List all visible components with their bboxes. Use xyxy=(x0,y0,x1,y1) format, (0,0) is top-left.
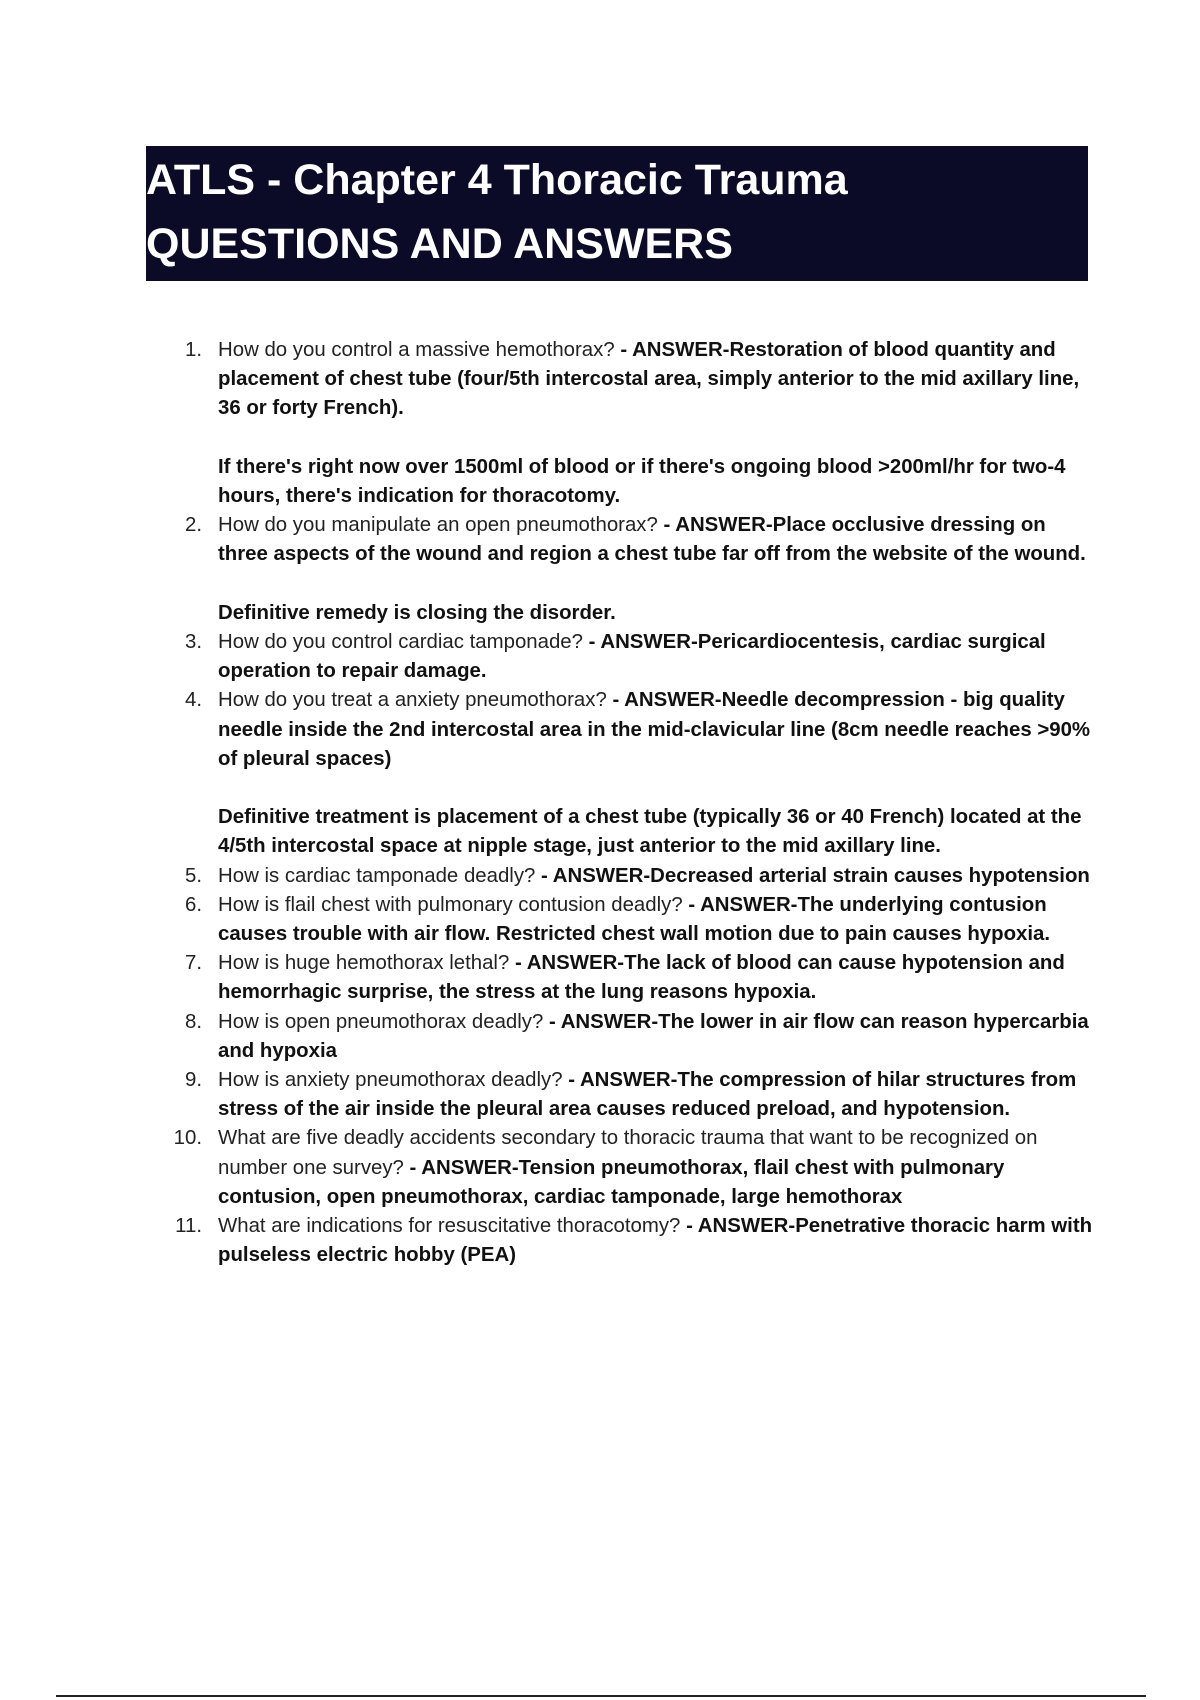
answer-text: ANSWER-Restoration of blood quantity and placement of chest tube (four/5th intercostal area, simply anterior to the mid axillary line, 36 or forty French). xyxy=(218,339,1080,420)
question-text: How is anxiety pneumothorax deadly? xyxy=(218,1069,563,1092)
question-text: What are indications for resuscitative thoracotomy? xyxy=(218,1215,681,1238)
qa-item xyxy=(168,1066,1098,1124)
item-number: 11. xyxy=(175,1215,202,1238)
item-number: 5. xyxy=(184,864,202,887)
answer-text: ANSWER-Place occlusive dressing on three aspects of the wound and region a chest tube far off from the website of the wound. xyxy=(218,514,1086,566)
answer-text: ANSWER-Tension pneumothorax, flail chest with pulmonary contusion, open pneumothorax, cardiac tamponade, large hemothorax xyxy=(218,1156,1005,1208)
answer-text: ANSWER-The compression of hilar structures from stress of the air inside the pleural area causes reduced preload, and hypotension. xyxy=(218,1069,1077,1121)
question-text: How do you manipulate an open pneumothorax? xyxy=(218,514,658,537)
question-text: How is huge hemothorax lethal? xyxy=(218,952,510,975)
qa-item xyxy=(168,891,1098,949)
answer-separator: - xyxy=(509,952,527,975)
answer-text: ANSWER-Penetrative thoracic harm with pulseless electric hobby (PEA) xyxy=(218,1215,1093,1267)
answer-text: ANSWER-Needle decompression - big quality needle inside the 2nd intercostal area in the mid-clavicular line (8cm needle reaches >90% of pleural spaces) xyxy=(218,689,1091,770)
answer-note: Definitive remedy is closing the disorder. xyxy=(218,601,616,624)
item-number: 2. xyxy=(184,514,202,537)
answer-separator: - xyxy=(543,1010,561,1033)
answer-separator: - xyxy=(614,339,633,361)
answer-separator: - xyxy=(403,1156,422,1179)
question-text: What are five deadly accidents secondary to thoracic trauma that want to be recognized on number one survey? xyxy=(218,1127,1038,1179)
qa-item xyxy=(168,686,1098,861)
qa-item xyxy=(168,336,1098,511)
answer-separator: - xyxy=(657,514,676,537)
question-text: How is flail chest with pulmonary contusion deadly? xyxy=(218,893,683,916)
item-number: 1. xyxy=(184,339,202,361)
footer-divider xyxy=(56,1695,1146,1697)
qa-item xyxy=(168,1008,1098,1066)
answer-separator: - xyxy=(582,631,601,653)
answer-separator: - xyxy=(562,1069,580,1092)
answer-separator: - xyxy=(606,689,625,712)
question-text: How do you treat a anxiety pneumothorax? xyxy=(218,689,607,712)
answer-note: If there's right now over 1500ml of blood or if there's ongoing blood >200ml/hr for two-4 hours, there's indication for thoracotomy. xyxy=(218,455,1066,507)
answer-note: Definitive treatment is placement of a chest tube (typically 36 or 40 French) located at the 4/5th intercostal space at nipple stage, just anterior to the mid axillary line. xyxy=(218,806,1082,858)
answer-separator: - xyxy=(535,864,553,887)
answer-text: ANSWER-Pericardiocentesis, cardiac surgical operation to repair damage. xyxy=(218,631,1046,683)
question-text: How is cardiac tamponade deadly? xyxy=(218,864,536,887)
answer-separator: - xyxy=(682,893,701,916)
question-text: How do you control a massive hemothorax? xyxy=(218,339,615,361)
item-number: 10. xyxy=(173,1127,202,1150)
item-number: 6. xyxy=(184,893,202,916)
document-subtitle: QUESTIONS AND ANSWERS xyxy=(146,220,733,268)
item-number: 8. xyxy=(184,1010,202,1033)
answer-text: ANSWER-Decreased arterial strain causes hypotension xyxy=(552,864,1090,887)
document-title: ATLS - Chapter 4 Thoracic Trauma xyxy=(146,156,848,204)
qa-item xyxy=(168,628,1098,686)
item-number: 7. xyxy=(184,952,202,975)
item-number: 9. xyxy=(184,1069,202,1092)
title-banner xyxy=(146,146,1088,281)
qa-item xyxy=(168,949,1098,1007)
qa-item xyxy=(168,1124,1098,1212)
qa-item xyxy=(168,862,1098,891)
item-number: 3. xyxy=(184,631,202,653)
qa-item xyxy=(168,511,1098,628)
question-answer-list xyxy=(168,336,1098,1270)
question-text: How do you control cardiac tamponade? xyxy=(218,631,583,653)
answer-text: ANSWER-The lower in air flow can reason hypercarbia and hypoxia xyxy=(218,1010,1089,1062)
question-text: How is open pneumothorax deadly? xyxy=(218,1010,544,1033)
item-number: 4. xyxy=(184,689,202,712)
qa-item xyxy=(168,1212,1098,1270)
answer-text: ANSWER-The underlying contusion causes trouble with air flow. Restricted chest wall motion due to pain causes hypoxia. xyxy=(218,893,1051,946)
answer-text: ANSWER-The lack of blood can cause hypotension and hemorrhagic surprise, the stress at the lung reasons hypoxia. xyxy=(218,952,1065,1004)
answer-separator: - xyxy=(680,1215,698,1238)
